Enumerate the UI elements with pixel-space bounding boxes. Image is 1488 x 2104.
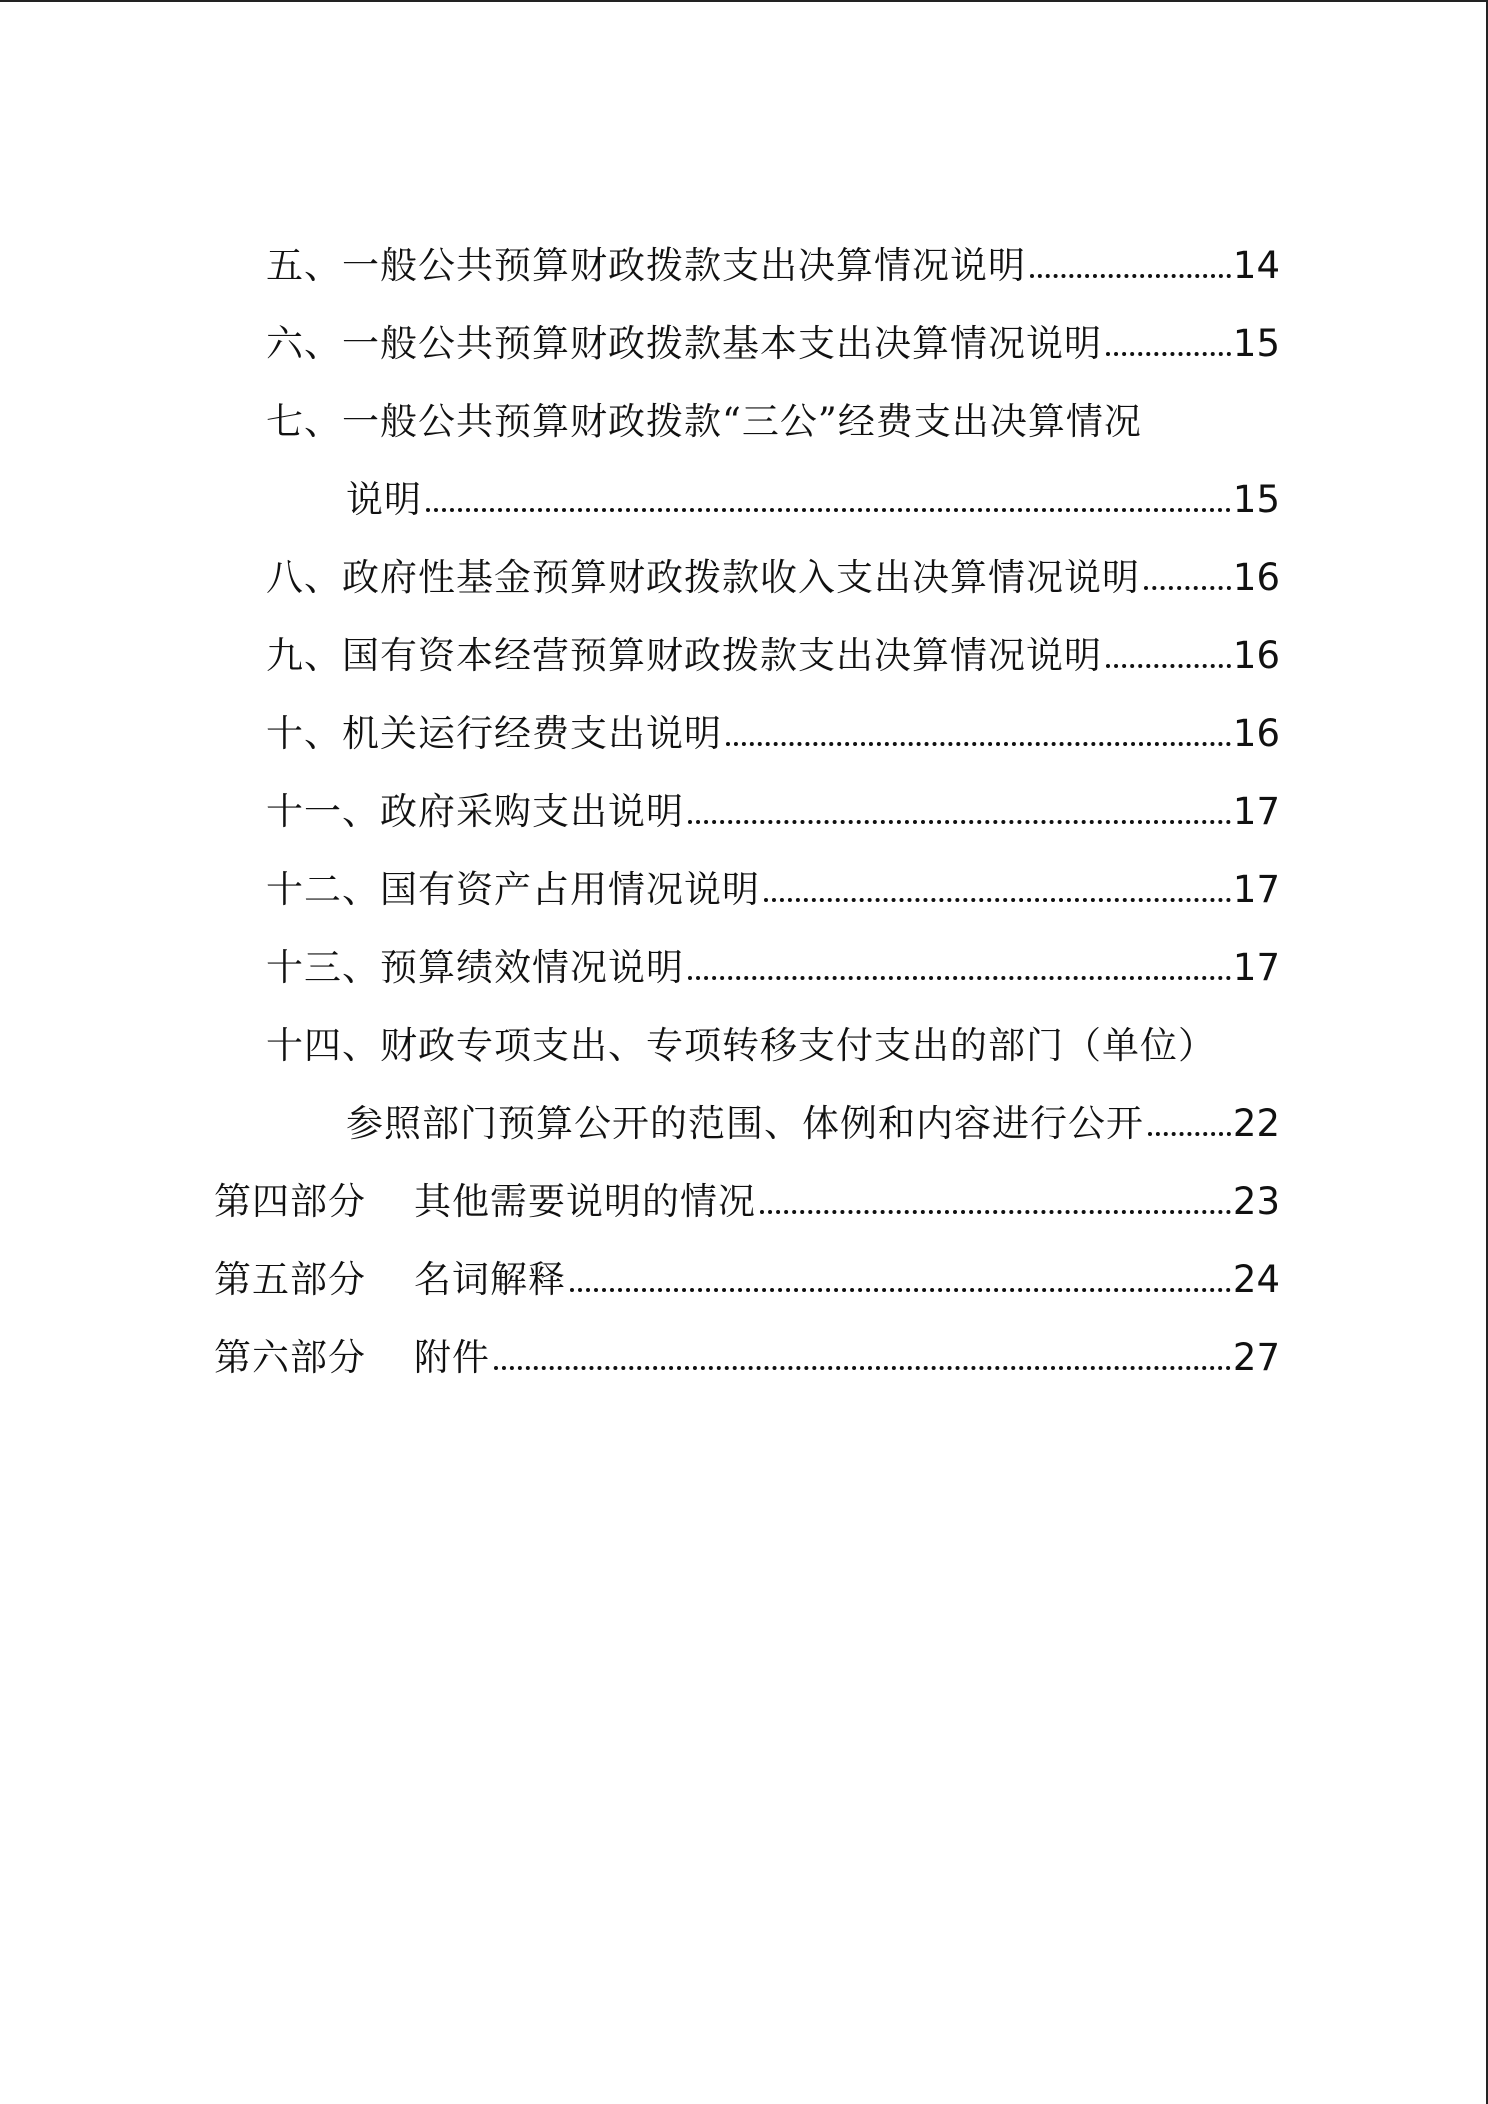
toc-part-label: 第五部分 [214, 1258, 366, 1301]
toc-entry-page: 24 [1232, 1258, 1280, 1301]
toc-entry-page: 17 [1232, 790, 1280, 833]
dot-leader [570, 1288, 1231, 1292]
toc-entry-title: 六、一般公共预算财政拨款基本支出决算情况说明 [266, 322, 1102, 365]
toc-entry[interactable] [266, 620, 1280, 680]
dot-leader [1106, 664, 1231, 668]
toc-entry[interactable] [266, 776, 1280, 836]
toc-entry-title: 十三、预算绩效情况说明 [266, 946, 684, 989]
toc-entry-title: 十、机关运行经费支出说明 [266, 712, 722, 755]
toc-part-heading [214, 1178, 756, 1226]
toc-part-title: 附件 [414, 1336, 490, 1379]
toc-part-entry[interactable] [214, 1322, 1280, 1382]
dot-leader [494, 1366, 1231, 1370]
toc-part-title: 名词解释 [414, 1258, 566, 1301]
toc-entry-title: 说明 [346, 478, 422, 521]
toc-entry-page: 14 [1232, 244, 1280, 287]
toc-entry-title: 十四、财政专项支出、专项转移支付支出的部门（单位） [266, 1024, 1216, 1067]
dot-leader [764, 898, 1231, 902]
toc-entry-page: 23 [1232, 1180, 1280, 1223]
toc-entry[interactable] [266, 698, 1280, 758]
toc-entry[interactable] [266, 932, 1280, 992]
dot-leader [1144, 586, 1231, 590]
toc-entry[interactable] [266, 386, 1280, 446]
toc-entry-title: 七、一般公共预算财政拨款“三公”经费支出决算情况 [266, 400, 1142, 443]
dot-leader [1106, 352, 1231, 356]
toc-entry-continuation[interactable] [346, 464, 1280, 524]
toc-entry-page: 22 [1232, 1102, 1280, 1145]
toc-entry-title: 十二、国有资产占用情况说明 [266, 868, 760, 911]
dot-leader [688, 976, 1231, 980]
toc-part-heading [214, 1256, 566, 1304]
dot-leader [760, 1210, 1231, 1214]
toc-entry-page: 27 [1232, 1336, 1280, 1379]
toc-entry[interactable] [266, 230, 1280, 290]
toc-entry[interactable] [266, 308, 1280, 368]
toc-entry[interactable] [266, 854, 1280, 914]
toc-part-entry[interactable] [214, 1244, 1280, 1304]
toc-entry-title: 九、国有资本经营预算财政拨款支出决算情况说明 [266, 634, 1102, 677]
toc-entry-title: 五、一般公共预算财政拨款支出决算情况说明 [266, 244, 1026, 287]
dot-leader [1030, 274, 1231, 278]
toc-part-label: 第四部分 [214, 1180, 366, 1223]
toc-part-heading [214, 1334, 490, 1382]
toc-entry[interactable] [266, 1010, 1280, 1070]
toc-entry-title: 十一、政府采购支出说明 [266, 790, 684, 833]
toc-part-title: 其他需要说明的情况 [414, 1180, 756, 1223]
toc-entry-page: 17 [1232, 946, 1280, 989]
toc-part-entry[interactable] [214, 1166, 1280, 1226]
toc-entry-page: 16 [1232, 556, 1280, 599]
toc-entry-page: 15 [1232, 322, 1280, 365]
toc-entry-title: 参照部门预算公开的范围、体例和内容进行公开 [346, 1102, 1144, 1145]
dot-leader [726, 742, 1231, 746]
dot-leader [688, 820, 1231, 824]
toc-entry[interactable] [266, 542, 1280, 602]
toc-entry-page: 17 [1232, 868, 1280, 911]
toc-entry-page: 15 [1232, 478, 1280, 521]
dot-leader [1148, 1132, 1231, 1136]
toc-entry-page: 16 [1232, 712, 1280, 755]
toc-entry-continuation[interactable] [346, 1088, 1280, 1148]
toc-entry-page: 16 [1232, 634, 1280, 677]
dot-leader [426, 508, 1231, 512]
toc-entry-title: 八、政府性基金预算财政拨款收入支出决算情况说明 [266, 556, 1140, 599]
toc-part-label: 第六部分 [214, 1336, 366, 1379]
